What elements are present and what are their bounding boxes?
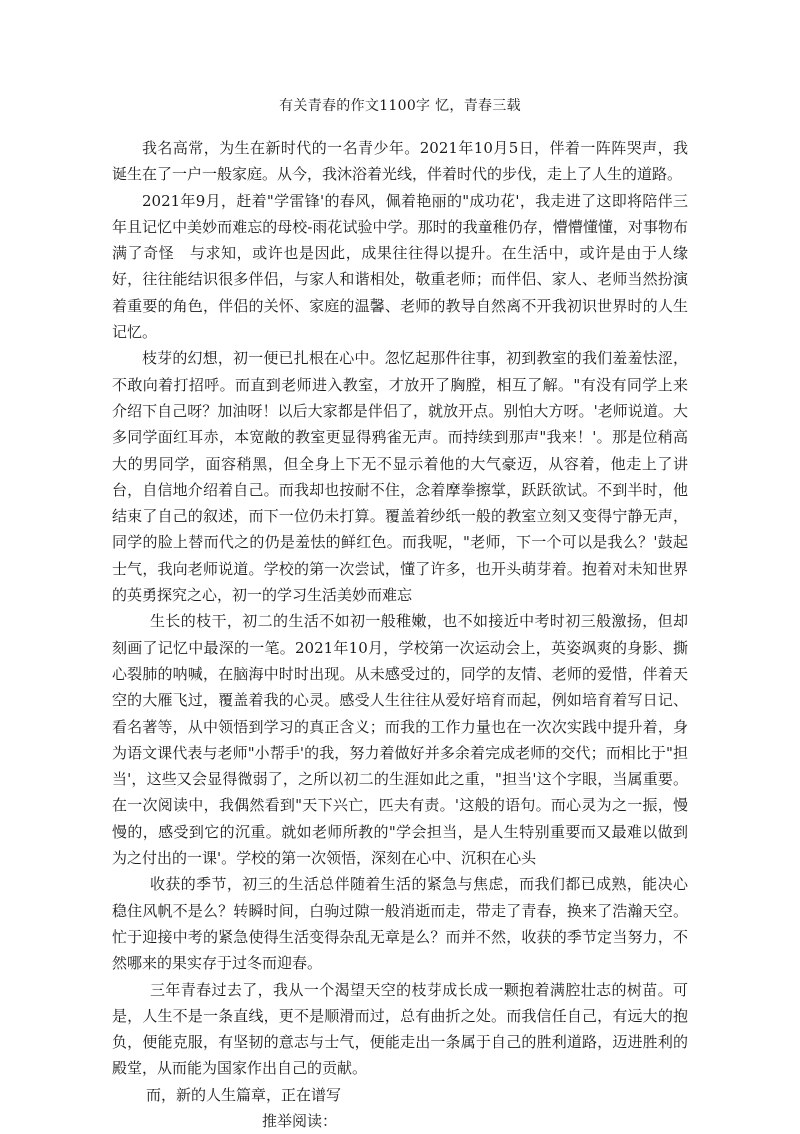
paragraph-grade-three: 收获的季节，初三的生活总伴随着生活的紧急与焦虑，而我们都已成熟，能决心稳住风帆不是么？转瞬时间，白驹过隙一般消逝而走，带走了青春，换来了浩瀚天空。忙于迎接中考的紧急使得生活变得杂乱无章是么？而并不然，收获的季节定当努力，不然哪来的果实存于过冬而迎春。 bbox=[112, 875, 688, 973]
document-page bbox=[112, 96, 688, 1134]
document-title: 有关青春的作文1100字 忆，青春三载 bbox=[279, 98, 521, 114]
paragraph-grade-one: 枝芽的幻想，初一便已扎根在心中。忽忆起那件往事，初到教室的我们羞羞怯涩，不敢向着打招呼。而直到老师进入教室，才放开了胸膛，相互了解。"有没有同学上来介绍下自己呀？加油呀！以后大家都是伴侣了，就放开点。别怕大方呀。'老师说道。大多同学面红耳赤，本宽敞的教室更显得鸦雀无声。而持续到那声"我来！'。那是位稍高大的男同学，面容稍黑，但全身上下无不显示着他的大气豪迈，从容着，他走上了讲台，自信地介绍着自己。而我却也按耐不住，念着摩拳擦掌，跃跃欲试。不到半时，他结束了自己的叙述，而下一位仍未打算。覆盖着纱纸一般的教室立刻又变得宁静无声，同学的脸上替而代之的仍是羞怯的鲜红色。而我呢，"老师，下一个可以是我么？'鼓起士气，我向老师说道。学校的第一次尝试，懂了许多，也开头萌芽着。抱着对未知世界的英勇探究之心，初一的学习生活美妙而难忘 bbox=[112, 349, 688, 605]
paragraph-intro: 我名高常，为生在新时代的一名青少年。2021年10月5日，伴着一阵阵哭声，我诞生在了一户一般家庭。从今，我沐浴着光线，伴着时代的步伐，走上了人生的道路。 bbox=[112, 139, 688, 184]
paragraph-grade-two: 生长的枝干，初二的生活不如初一般稚嫩，也不如接近中考时初三般激扬，但却刻画了记忆中最深的一笔。2021年10月，学校第一次运动会上，英姿飒爽的身影、撕心裂肺的呐喊，在脑海中时时出现。从未感受过的，同学的友情、老师的爱惜，伴着天空的大雁飞过，覆盖着我的心灵。感受人生往往从爱好培育而起，例如培育着写日记、看名著等，从中领悟到学习的真正含义；而我的工作力量也在一次次实践中提升着，身为语文课代表与老师"小帮手'的我，努力着做好并多余着完成老师的交代；而相比于"担当'，这些又会显得微弱了，之所以初二的生涯如此之重，"担当'这个字眼，当属重要。在一次阅读中，我偶然看到"天下兴亡，匹夫有责。'这般的语句。而心灵为之一振，慢慢的，感受到它的沉重。就如老师所教的"学会担当，是人生特别重要而又最难以做到为之付出的一课'。学校的第一次领悟，深刻在心中、沉积在心头 bbox=[112, 612, 688, 868]
closing-line: 而，新的人生篇章，正在谱写 bbox=[146, 1085, 342, 1104]
recommend-reading-label[interactable]: 推举阅读： bbox=[262, 1111, 338, 1130]
paragraph-grade-entry: 2021年9月，赶着"学雷锋'的春风，佩着艳丽的"成功花'，我走进了这即将陪伴三年且记忆中美妙而难忘的母校-雨花试验中学。那时的我童稚仍存，懵懵懂懂，对事物布满了奇怪 与求知，或许也是因此，成果往往得以提升。在生活中，或许是由于人缘好，往往能结识很多伴侣，与家人和谐相处，敬重老师；而伴侣、家人、老师当然扮演着重要的角色，伴侣的关怀、家庭的温馨、老师的教导自然离不开我初识世界时的人生记忆。 bbox=[112, 191, 688, 342]
paragraph-conclusion: 三年青春过去了，我从一个渴望天空的枝芽成长成一颗抱着满腔壮志的树苗。可是，人生不是一条直线，更不是顺滑而过，总有曲折之处。而我信任自己，有远大的抱负，便能克服，有坚韧的意志与士气，便能走出一条属于自己的胜利道路，迈进胜利的殿堂，从而能为国家作出自己的贡献。 bbox=[112, 980, 688, 1078]
